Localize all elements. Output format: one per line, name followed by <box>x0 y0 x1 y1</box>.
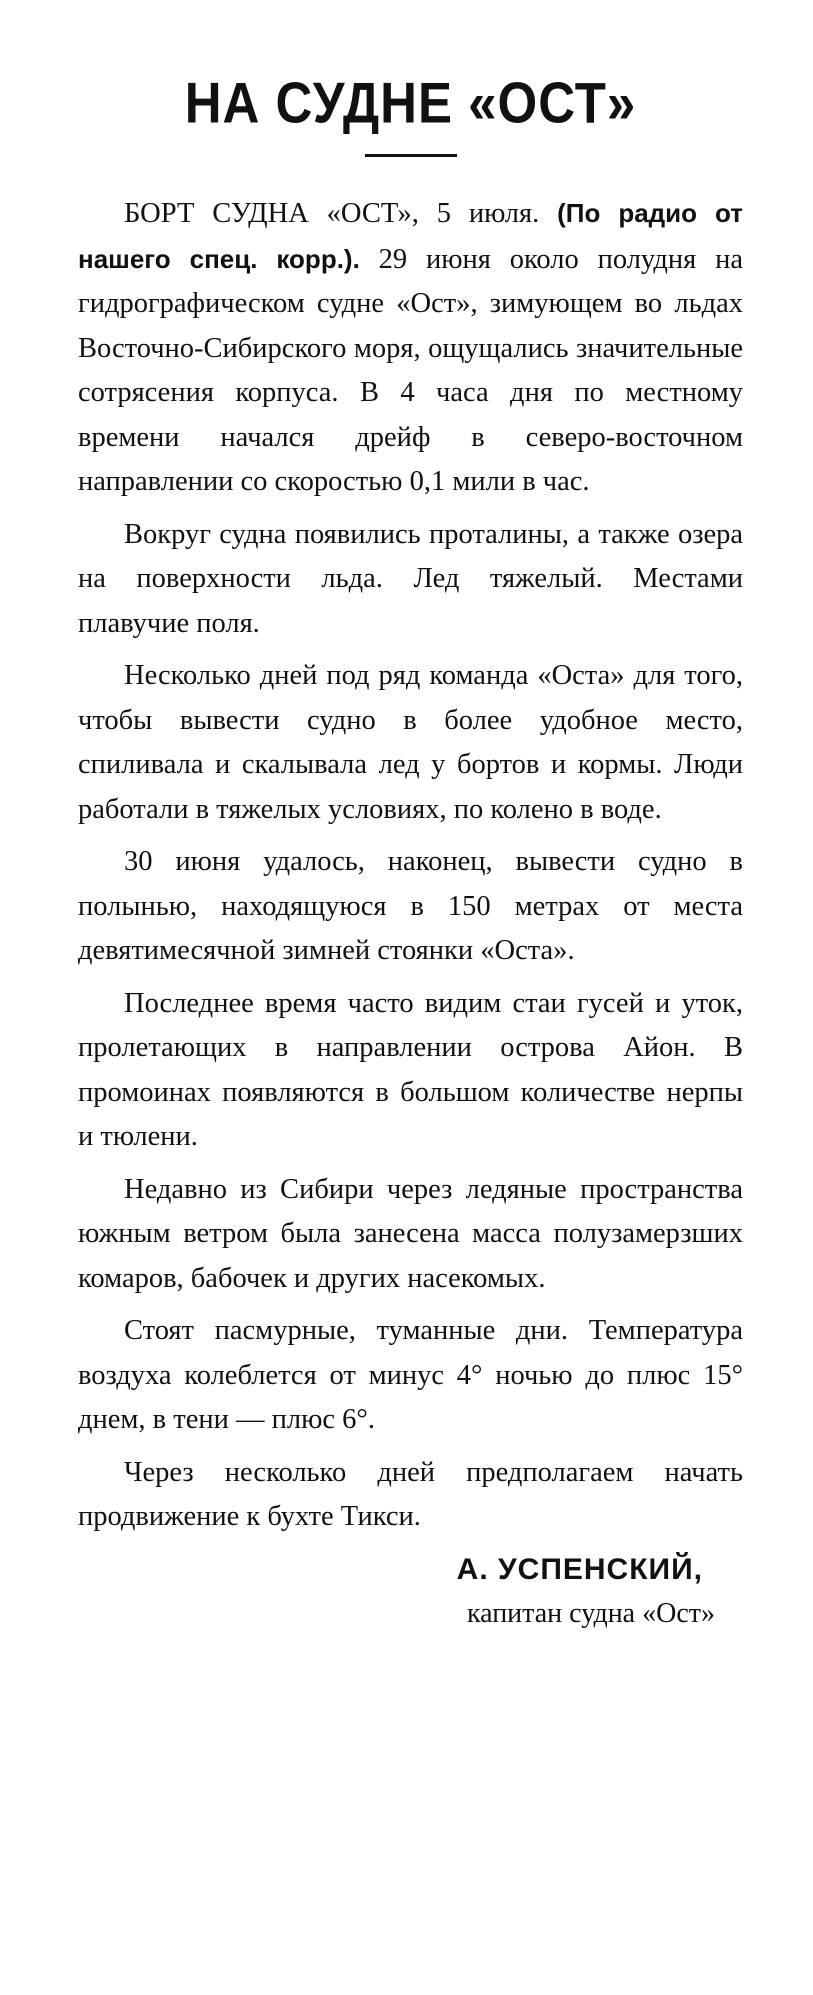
author-title: капитан судна «Ост» <box>466 1597 715 1629</box>
news-article <box>78 70 743 1636</box>
article-paragraph-1-body: 29 июня около полудня на гидрографическом судне «Ост», зимующем во льдах Восточно-Сибирского моря, ощущались значительные сотрясения корпуса. В 4 часа дня по местному времени начался дрейф в северо-восточном направлении со скоростью 0,1 мили в час. <box>78 243 743 497</box>
article-headline: НА СУДНЕ «ОСТ» <box>184 71 637 135</box>
article-dateline: БОРТ СУДНА «ОСТ», 5 июля. <box>124 198 540 229</box>
article-paragraph-5: Последнее время часто видим стаи гусей и уток, пролетающих в направлении острова Айон. В промоинах появляются в большом количестве нерпы и тюлени. <box>78 987 743 1152</box>
article-paragraph-4: 30 июня удалось, наконец, вывести судно в полынью, находящуюся в 150 метрах от места девятимесячной зимней стоянки «Оста». <box>78 846 743 966</box>
article-paragraph-6: Недавно из Сибири через ледяные пространства южным ветром была занесена масса полузамерзших комаров, бабочек и других насекомых. <box>78 1173 743 1294</box>
headline-divider <box>365 154 457 157</box>
article-source: (По радио от нашего спец. корр.). <box>78 198 744 274</box>
author-signature: А. УСПЕНСКИЙ, <box>456 1552 703 1586</box>
article-paragraph-7: Стоят пасмурные, туманные дни. Температура воздуха колеблется от минус 4° ночью до плюс 15° днем, в тени — плюс 6°. <box>78 1315 743 1435</box>
article-paragraph-2: Вокруг судна появились проталины, а также озера на поверхности льда. Лед тяжелый. Местами плавучие поля. <box>78 518 743 639</box>
article-paragraph-8: Через несколько дней предполагаем начать продвижение к бухте Тикси. <box>78 1456 743 1532</box>
article-paragraph-1 <box>78 191 743 505</box>
article-paragraph-3: Несколько дней под ряд команда «Оста» для того, чтобы вывести судно в более удобное место, спиливала и скалывала лед у бортов и кормы. Люди работали в тяжелых условиях, по колено в воде. <box>78 660 743 825</box>
